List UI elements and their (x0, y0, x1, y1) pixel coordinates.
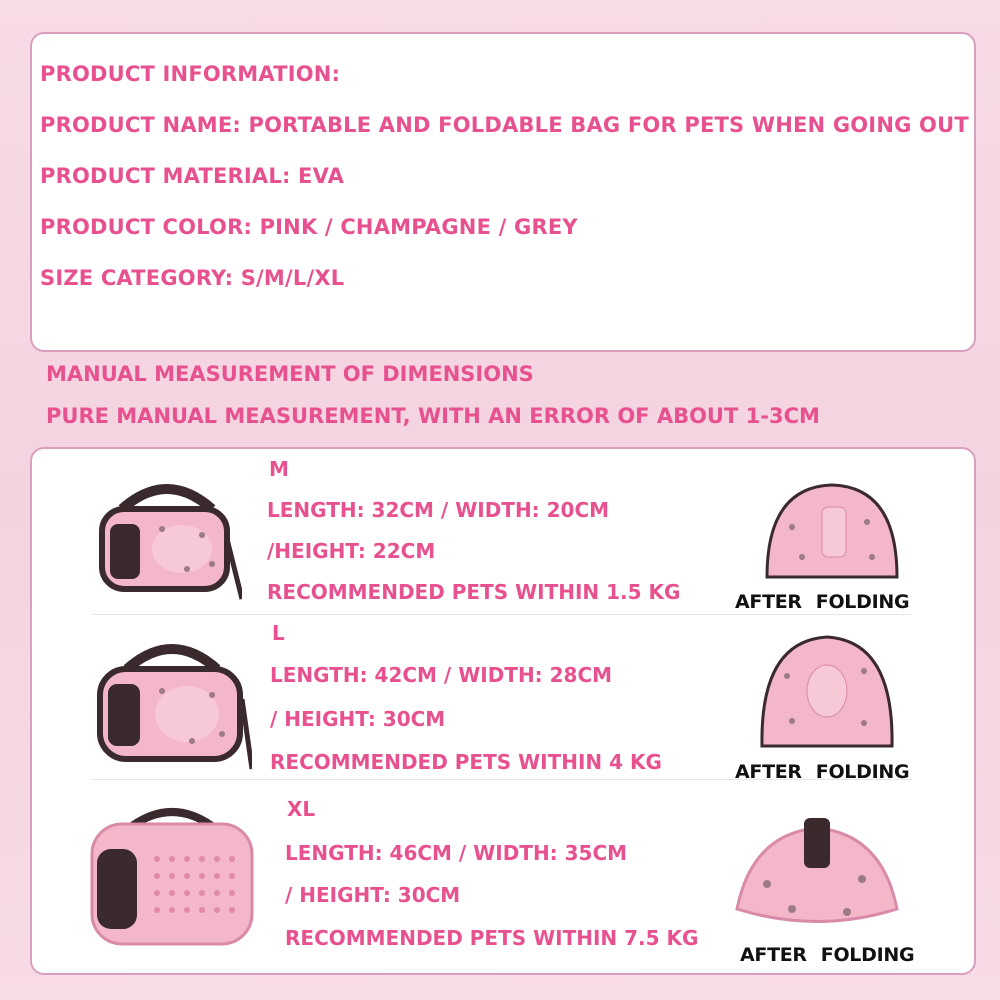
bag-l-folded-image (752, 631, 902, 756)
measurement-note: PURE MANUAL MEASUREMENT, WITH AN ERROR OF ABOUT 1-3CM (46, 404, 820, 428)
size-m-label: M (269, 457, 289, 481)
size-l-recommend: RECOMMENDED PETS WITHIN 4 KG (270, 750, 662, 774)
size-m-dims: LENGTH: 32CM / WIDTH: 20CM (267, 498, 610, 522)
after-folding-word: AFTER (735, 761, 802, 783)
after-folding-l (735, 761, 923, 783)
after-folding-word: AFTER (740, 944, 807, 966)
measurement-title: MANUAL MEASUREMENT OF DIMENSIONS (46, 362, 534, 386)
bag-l-open-image (92, 629, 252, 774)
size-m-recommend: RECOMMENDED PETS WITHIN 1.5 KG (267, 580, 681, 604)
size-xl-height: / HEIGHT: 30CM (285, 883, 461, 907)
product-info-heading: PRODUCT INFORMATION: (40, 62, 341, 86)
product-color: PRODUCT COLOR: PINK / CHAMPAGNE / GREY (40, 215, 578, 239)
bag-m-open-image (92, 469, 242, 609)
after-folding-word: FOLDING (815, 761, 910, 783)
product-info-panel (30, 32, 976, 352)
after-folding-word: FOLDING (820, 944, 915, 966)
size-xl-dims: LENGTH: 46CM / WIDTH: 35CM (285, 841, 628, 865)
after-folding-xl (740, 944, 928, 966)
size-m-height: /HEIGHT: 22CM (267, 539, 436, 563)
after-folding-m (735, 591, 923, 613)
product-name: PRODUCT NAME: PORTABLE AND FOLDABLE BAG FOR PETS WHEN GOING OUT (40, 113, 969, 137)
size-l-dims: LENGTH: 42CM / WIDTH: 28CM (270, 663, 613, 687)
bag-m-folded-image (757, 477, 907, 587)
size-l-label: L (272, 621, 285, 645)
size-l-height: / HEIGHT: 30CM (270, 707, 446, 731)
sizes-panel (30, 447, 976, 975)
after-folding-word: FOLDING (815, 591, 910, 613)
size-xl-label: XL (287, 797, 316, 821)
bag-xl-open-image (87, 804, 257, 954)
divider (92, 614, 912, 615)
bag-xl-folded-image (732, 814, 902, 934)
product-material: PRODUCT MATERIAL: EVA (40, 164, 345, 188)
after-folding-word: AFTER (735, 591, 802, 613)
size-category: SIZE CATEGORY: S/M/L/XL (40, 266, 345, 290)
size-xl-recommend: RECOMMENDED PETS WITHIN 7.5 KG (285, 926, 699, 950)
